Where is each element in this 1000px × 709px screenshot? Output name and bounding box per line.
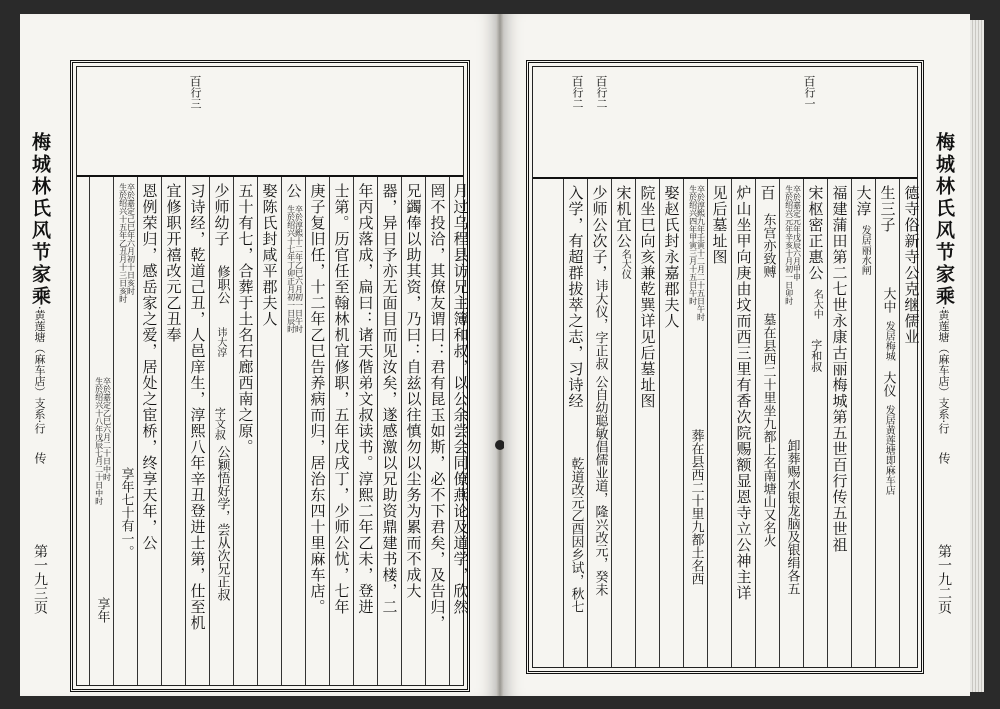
text-column: 见后墓址图 (710, 185, 729, 265)
son-note: 发居梅城 (883, 321, 895, 361)
text-columns (533, 179, 921, 667)
text-column: 德寺俗新寺公克继儒业 (902, 185, 921, 345)
text-column: 东宫亦致赙 (760, 213, 776, 278)
right-page (504, 14, 970, 696)
text-column: 宋机宜公 (614, 185, 633, 249)
text-column: 生三子 (878, 185, 897, 233)
text-column: 年丙戌落成，扁曰：诸天偕弟文叔读书。淳熙二年乙未，登进 (356, 183, 375, 615)
courtesy-name: 字文叔 (213, 407, 227, 440)
text-column: 院坐巳向亥兼乾巽详见后墓址图 (638, 185, 657, 409)
text-frame (70, 60, 470, 692)
text-column: 公 (284, 183, 303, 199)
birth-note: 生於绍兴十七年丁卯正月初一日辰时 (286, 205, 296, 333)
generation-label: 百行二 (594, 75, 608, 109)
death-note: 卒於嘉定乙巳六月二十日中时 (102, 377, 112, 481)
birth-note: 生於绍兴四年甲寅三月十五日午时 (688, 185, 698, 305)
left-page (20, 14, 496, 696)
son-note: 发居丽水闸 (859, 225, 871, 275)
title-xiuzhi: 修职公 (214, 265, 230, 304)
taboo-name: 讳大淳 (214, 327, 226, 357)
desc-text: 公自幼聪敏倡儒业道，隆兴改元，癸未 (592, 375, 608, 596)
text-frame (526, 60, 924, 674)
death-note: 卒於嘉定元年戊辰六月甲申 (792, 185, 802, 281)
text-column: 炉山坐甲向庚由坟而西三里有香次院赐额显恩寺立公神主详 (734, 185, 753, 601)
text-column: 少师幼子 (212, 183, 231, 247)
header-row (533, 67, 917, 179)
text-column: 宋枢密正惠公 (806, 185, 825, 281)
taboo-name: 讳大仪，字正叔 (592, 279, 608, 370)
desc-text: 公颖悟好学，尝从次兄正叔 (214, 445, 230, 601)
text-columns (77, 177, 470, 685)
text-column: 百 (758, 185, 777, 201)
text-column: 乾道改元乙酉因乡试，秋七 (568, 457, 584, 613)
book-title: 梅城林氏风节家乘 (29, 132, 51, 308)
age-text: 享年七十有一。 (118, 467, 134, 558)
text-column: 器，异日予亦无面目而见汝矣，遂感激以兄助资鼎建书楼，二 (380, 183, 399, 615)
birth-note: 生於绍兴十五年乙丑月十三日亥时 (118, 183, 128, 303)
generation-label: 百行一 (802, 75, 816, 109)
generation-label: 百行三 (188, 75, 202, 109)
text-column: 入学，有超群拔萃之志，习诗经 (566, 185, 585, 409)
son-name: 大仪 (880, 371, 896, 397)
text-column: 大淳 (854, 185, 873, 217)
section-label: 传 (33, 452, 47, 464)
text-column: 宜修职开禧改元乙丑奉 (164, 183, 183, 343)
son-note: 发居黄莲塘即麻车店 (883, 405, 895, 495)
text-column: 习诗经，乾道己丑，人邑庠生，淳熙八年辛丑登进士第，仕至机 (188, 183, 207, 631)
book-title: 梅城林氏风节家乘 (933, 132, 955, 308)
page-number: 第一九三页 (32, 544, 48, 614)
death-note: 卒於嘉定己巳年六月初十日亥时 (126, 183, 136, 295)
courtesy-name: 字和叔 (809, 339, 823, 372)
page-edges (970, 20, 984, 692)
birth-note: 生於绍兴元年辛亥十月初一日卯时 (784, 185, 794, 305)
text-column: 五十有七，合葬于土名石廊西南之原。 (236, 183, 255, 455)
book-subtitle: ·黄莲塘（麻车店）支系·行 (937, 306, 950, 434)
text-column: 罔不投洽，其僚友谓曰：君有昆玉如斯，必不下君矣，及告归， (428, 183, 447, 631)
age-label: 享年 (94, 597, 110, 623)
book-gutter (496, 14, 504, 696)
tomb-text: 墓在县西二十里坐九都上名南塘山又名火 (760, 313, 776, 547)
section-label: 传 (937, 452, 951, 464)
generation-label: 百行二 (570, 75, 584, 109)
text-column: 少师公次子， (590, 185, 609, 281)
burial-text: 葬在县西二十里九都土名西 (688, 429, 704, 585)
book-subtitle: ·黄莲塘（麻车店）支系·行 (33, 306, 46, 434)
funeral-text: 卸葬赐水银龙脑及银绢各五 (784, 439, 800, 595)
header-row (77, 67, 463, 177)
son-name: 大中 (880, 287, 896, 313)
text-column: 月过乌程县访兄主簿和叔，以公余尝会同僚燕论及道学，欣然 (451, 183, 470, 615)
page-number: 第一九二页 (936, 544, 952, 614)
text-column: 士第。历官任至翰林机宜修职，五年戊戌丁，少师公忧，七年 (332, 183, 351, 615)
birth-note: 生於绍兴十八年戊辰七月二十日中时 (94, 377, 104, 505)
text-column: 福建蒲田第二七世永康古丽梅城第五世百行传五世祖 (830, 185, 849, 553)
text-column: 兄蠲俸以助其资，乃曰：自兹以往慎勿以尘务为累而不成大 (404, 183, 423, 599)
text-column: 娶陈氏封咸平郡夫人 (260, 183, 279, 327)
given-name: 名大中 (811, 289, 823, 319)
text-column: 娶赵氏封永嘉郡夫人 (662, 185, 681, 329)
death-note: 卒於淳熙九年壬寅十二月二十五日午时 (696, 185, 706, 321)
text-column: 恩例荣归，感岳家之爱，居处之宦桥，终享天年，公 (140, 183, 159, 551)
text-column: 庚子复旧任，十二年乙巳告养病而归，居治东四十里麻车店。 (308, 183, 327, 615)
death-note: 卒於淳熙十二年乙巳六月初一日午时 (294, 205, 304, 333)
given-name: 名大仪 (619, 249, 631, 279)
